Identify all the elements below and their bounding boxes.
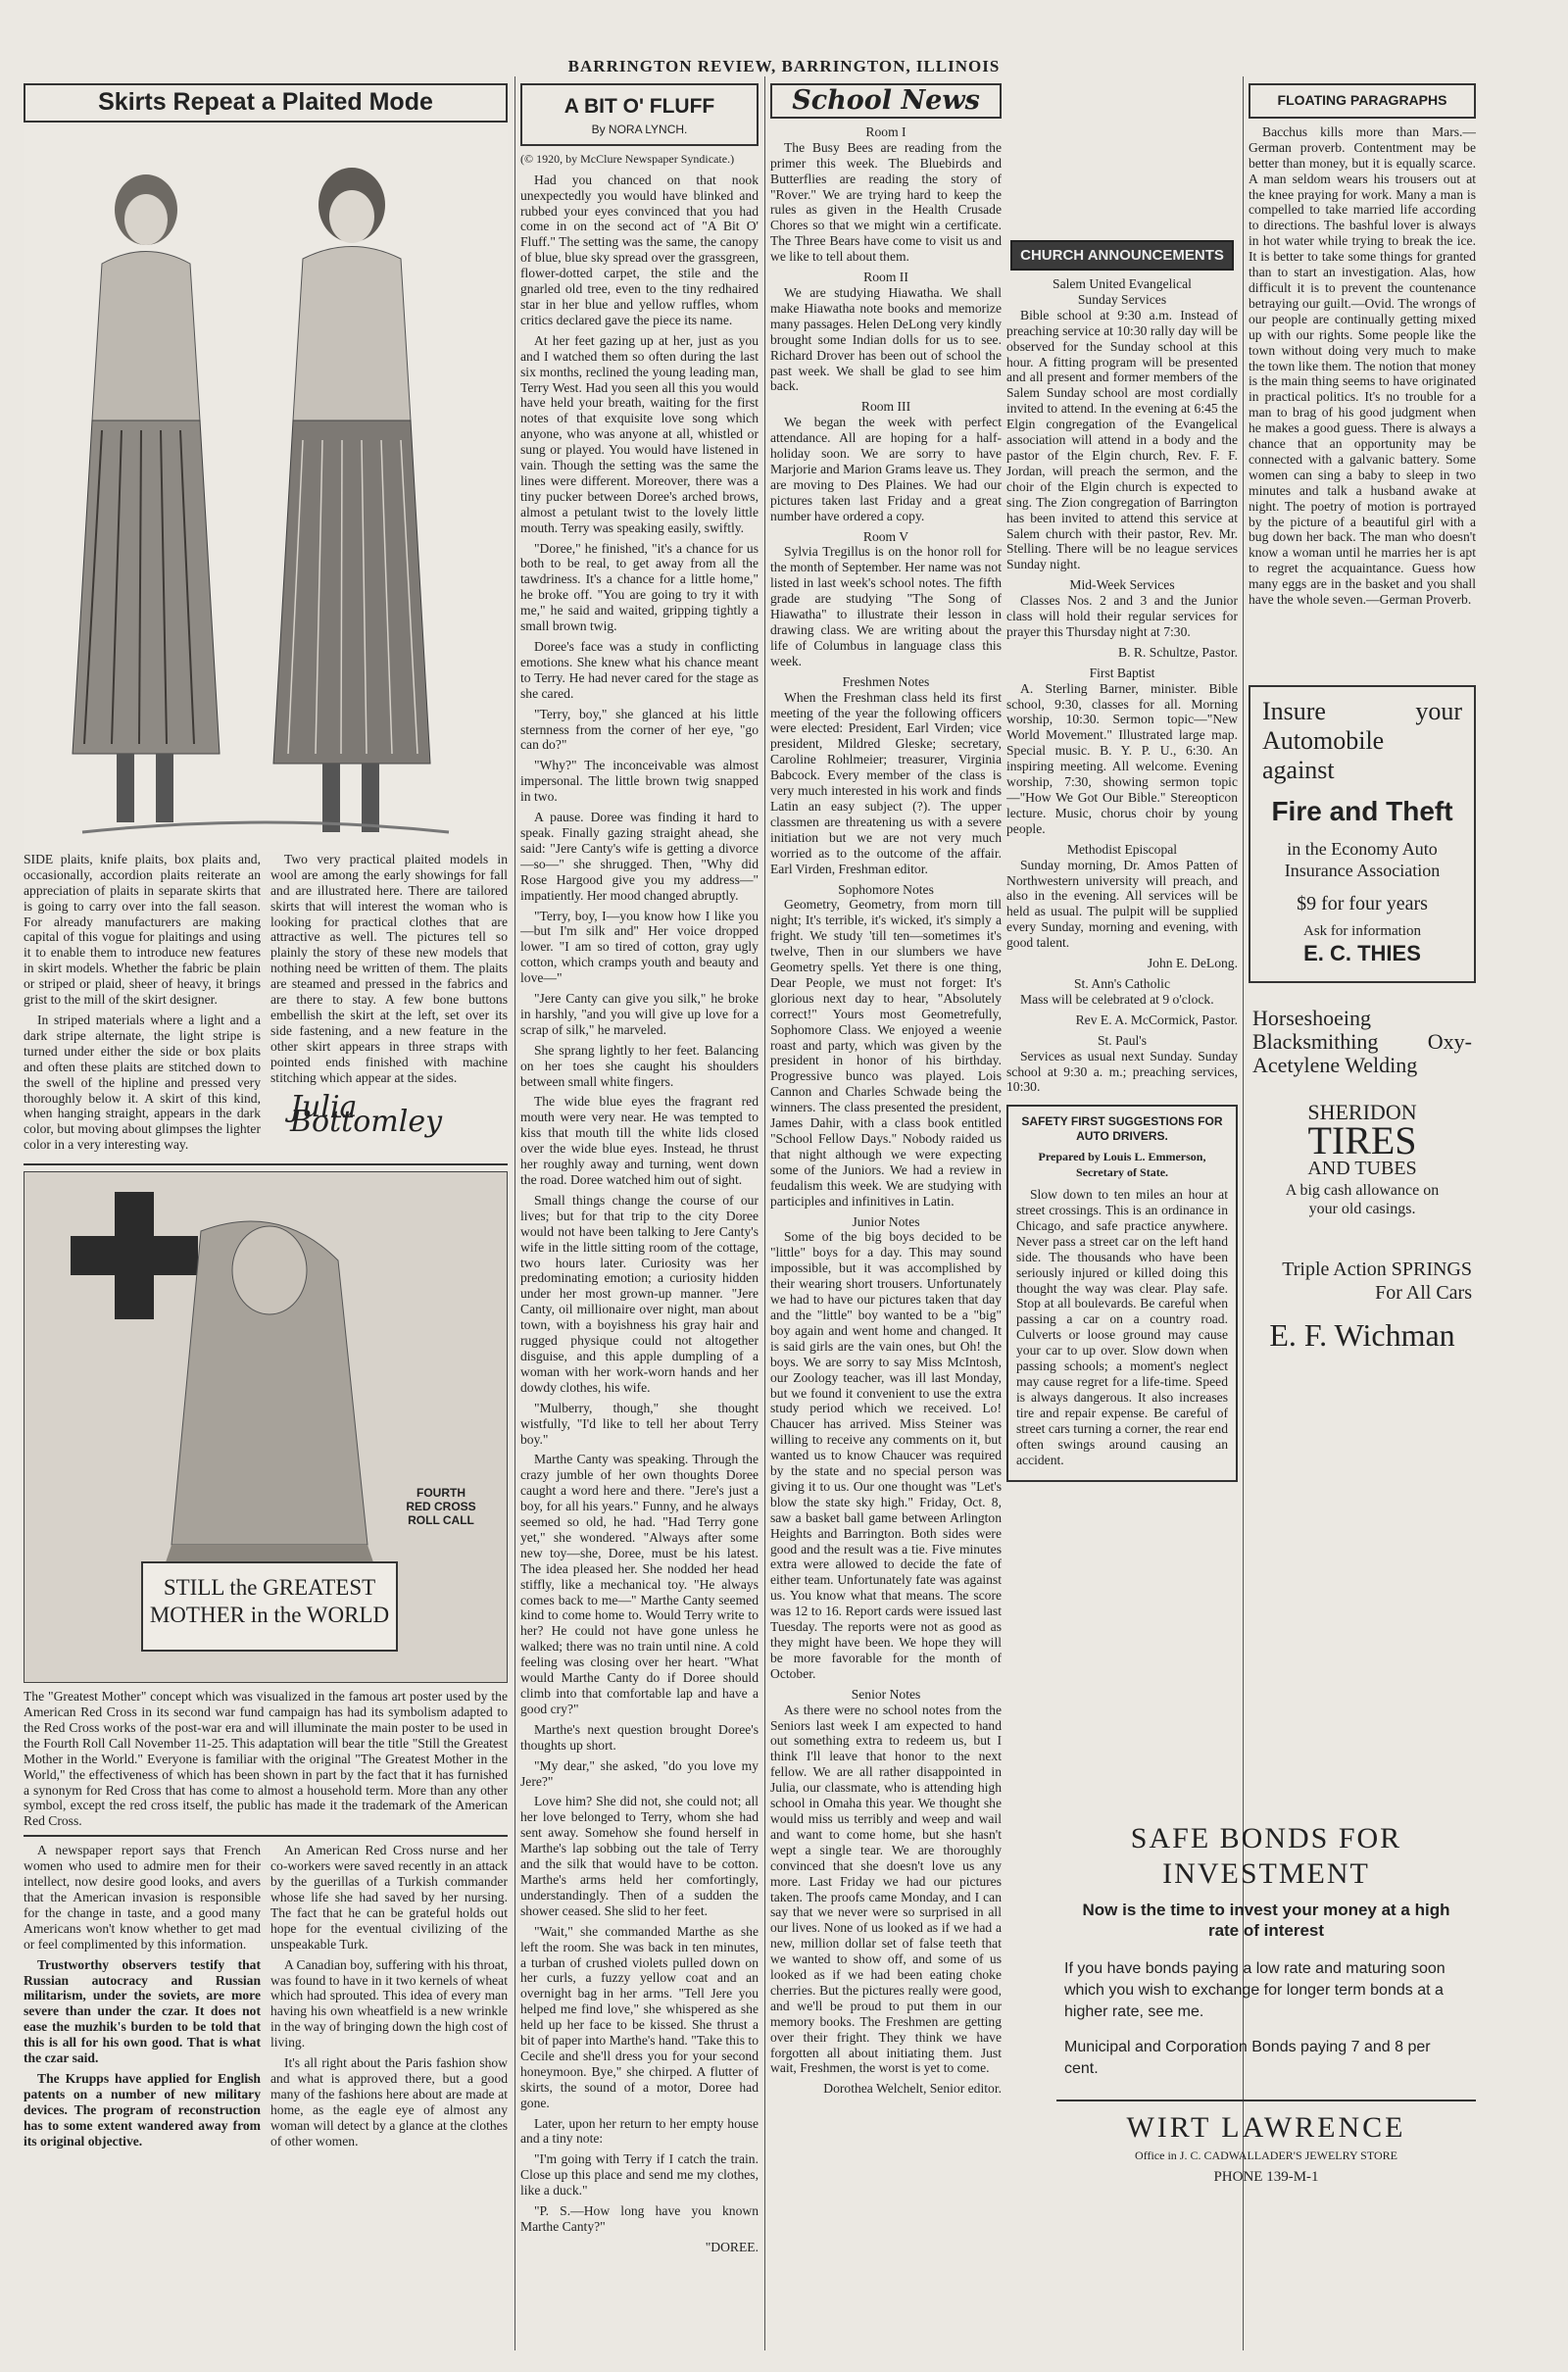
fluff-paragraph: Had you chanced on that nook unexpectedly you would have blinked and rubbed your eyes convinced that you had come in on the second act of "A Bit O' Fluff." The setting was the same, the canopy of blue, blue sky spread over the grassgreen, flower-dotted carpet, the stile and the gnarled old tree, even to the tiny redhaired star in her blue and yellow ruffles, whom critics declared gave the piece its name.: [520, 172, 759, 327]
stann-heading: St. Ann's Catholic: [1074, 975, 1170, 991]
brief-item: The Krupps have applied for English patents on a number of new military devices. The program of reconstruction has to some extent wandered away from its original objective.: [24, 2070, 261, 2149]
divider: [24, 1835, 508, 1837]
room1-heading: Room I: [865, 124, 906, 139]
stann-signature: Rev E. A. McCormick, Pastor.: [1075, 1012, 1238, 1027]
freshmen-heading: Freshmen Notes: [842, 673, 930, 689]
salem-subheading: Sunday Services: [1077, 291, 1167, 307]
church-column: [1006, 83, 1238, 1482]
poster-title: STILL the GREATEST MOTHER in the WORLD: [149, 1575, 390, 1628]
wichman-tubes: AND TUBES: [1307, 1157, 1417, 1179]
insurance-headline: Fire and Theft: [1271, 795, 1453, 826]
redcross-poster: [24, 1171, 508, 1683]
room5-heading: Room V: [862, 528, 909, 544]
fluff-column: [520, 83, 759, 2260]
bonds-phone: PHONE 139-M-1: [1213, 2169, 1319, 2185]
fluff-paragraph: Small things change the course of our lives; but for that trip to the city Doree would not have been talking to Jere Canty's wife in the little sitting room of the cottage, two hours later. Curiosity was her predominating emotion; a curiosity hidden under her most grown-up manner. "Jere Canty, oil millionaire over night, man about town, with a boyishness his gray hair and rugged physique could not altogether disguise, and this apple dumpling of a woman with her work-worn hands and her dowdy clothes, his wife.: [520, 1192, 759, 1395]
methodist-text: Sunday morning, Dr. Amos Patten of Northwestern university will preach, and also in the evening. All services will be held as usual. The pulpit will be supplied every Sunday, morning and evening, with good talent.: [1006, 857, 1238, 951]
senior-heading: Senior Notes: [851, 1686, 921, 1702]
fluff-title-box: [520, 83, 759, 146]
skirts-column-a: [24, 852, 261, 1158]
fluff-paragraph: "Terry, boy, I—you know how I like you—but I'm silk and" Her voice dropped lower. "I am so tired of cotton, gray ugly cotton, which cramps youth and beauty and love—": [520, 908, 759, 986]
redcross-text: The "Greatest Mother" concept which was visualized in the famous art poster used by the American Red Cross in its second war fund campaign has had its symbolism adapted to the Red Cross works of the post-war era and will illuminate the main poster to be used in the Fourth Roll Call November 11-25. This adaptation will bear the title "Still the Greatest Mother in the World." Everyone is familiar with the original "The Greatest Mother in the World," the effectiveness of which has been shown in part by the fact that it has furnished a synonym for Red Cross that has come to almost a household term. More than any other symbol, except the red cross itself, the public has made it the trademark of the American Red Cross.: [24, 1689, 508, 1829]
fluff-paragraph: Marthe's next question brought Doree's thoughts up short.: [520, 1721, 759, 1753]
fluff-story: [520, 173, 759, 2235]
brief-column-a: [24, 1843, 261, 2153]
room3-text: We began the week with perfect attendance. All are hoping for a half-holiday soon. We are sorry to have Marjorie and Marion Grams leave us. They are moving to Des Plaines. We had our pictures taken last Friday and a great number have ordered a copy.: [770, 415, 1002, 523]
wichman-ad: [1249, 997, 1476, 1477]
bonds-offer: If you have bonds paying a low rate and maturing soon which you wish to exchange for longer term bonds at a higher rate, see me.: [1064, 1960, 1446, 2020]
room2-text: We are studying Hiawatha. We shall make Hiawatha note books and memorize many passages. Helen DeLong very kindly brought some Indian dolls for us to see. Richard Drover has been out of school the past week. We shall be glad to see him back.: [770, 284, 1002, 394]
methodist-signature: John E. DeLong.: [1147, 956, 1238, 971]
room5-text: Sylvia Tregillus is on the honor roll for the month of September. Her name was not listed in last week's school notes. The fifth grade are studying "The Song of Hiawatha" to illustrate their lesson in drawing class. We are writing about the life of Columbus in language class this week.: [770, 544, 1002, 668]
stpaul-heading: St. Paul's: [1097, 1032, 1148, 1048]
salem-signature: B. R. Schultze, Pastor.: [1118, 644, 1238, 660]
skirts-paragraph: Two very practical plaited models in wool are among the early showings for fall and are illustrated here. There are tailored skirts that will interest the woman who is looking for practical clothes that are attractive as well. The pictures tell so plainly the story of these new models that nothing need be written of them. The plaits are steamed and pressed in the fabrics and are there to stay. A few bone buttons embellish the skirt at the left, set over its side fastening, and a new feature in the other skirt appears in three straps with pointed ends finished with machine stitching which appear at the sides.: [270, 851, 508, 1085]
wichman-allowance: A big cash allowance on your old casings.: [1285, 1181, 1440, 1217]
room3-heading: Room III: [860, 399, 911, 415]
wichman-name: E. F. Wichman: [1269, 1316, 1455, 1353]
fluff-byline: By NORA LYNCH.: [591, 122, 688, 136]
school-column: [770, 83, 1002, 2101]
room1-text: The Busy Bees are reading from the primer this week. The Bluebirds and Butterflies are reading the story of "Rover." We are trying hard to keep the rules as given in the Health Crusade Chores so that we might win a certificate. The Three Bears have come to visit us and we like to tell about them.: [770, 139, 1002, 265]
brief-item: A newspaper report says that French women who used to admire men for their intellect, now desire good looks, and avers that the American invasion is responsible for the change in taste, and a good many Americans won't know whether to get mad or feel complimented by this information.: [24, 1843, 261, 1952]
fluff-paragraph: "Terry, boy," she glanced at his little sternness from the corner of her eye, "go can do?": [520, 706, 759, 753]
fashion-figures-image: [24, 126, 508, 852]
insurance-price: $9 for four years: [1297, 892, 1428, 914]
page-header: BARRINGTON REVIEW, BARRINGTON, ILLINOIS: [567, 57, 1001, 75]
stann-text: Mass will be celebrated at 9 o'clock.: [1020, 991, 1214, 1007]
skirts-paragraph: SIDE plaits, knife plaits, box plaits and, occasionally, accordion plaits reiterate an appreciation of plaits in separate skirts that is going to carry over into the fall season. For already manufacturers are making capital of this vogue for plaitings and using it to enable them to introduce new features in skirt models. Whether the fabric be plain or striped or plaid, sheer of heavy, it brings grist to the mill of the skirt designer.: [24, 851, 261, 1008]
salem-heading: Salem United Evangelical: [1053, 276, 1192, 291]
left-section: [24, 83, 508, 2154]
sophomore-heading: Sophomore Notes: [838, 881, 934, 897]
skirts-column-b: [270, 852, 508, 1158]
insurance-ad: [1249, 685, 1476, 983]
poster-roll-call: [387, 1486, 495, 1527]
stpaul-text: Services as usual next Sunday. Sunday school at 9:30 a. m.; preaching services, 10:30.: [1006, 1048, 1238, 1095]
floating-title: FLOATING PARAGRAPHS: [1249, 83, 1476, 119]
junior-text: Some of the big boys decided to be "little" boys for a day. This may sound impossible, but it was accomplished by their wearing short trousers. Unfortunately we had to have our pictures taken that day and the "little" boy wanted to be a "big" boy again and went home and changed. It is said girls are the vain ones, but Oh! the boys. We are sorry to say Miss McIntosh, our Zoology teacher, was ill last Monday, but we found it convenient to use the extra study period which we received. Lo! Chaucer has arrived. Miss Steiner was willing to receive any comments on it, but wanted us to know Chaucer was required by the state and no special person was giving it to us. Our one thought was "Let's blow the state sky high." Friday, Oct. 8, saw a basket ball game between Arlington Heights and Barrington. Both sides were good and the result was a tie. Five minutes extra were allowed to decide the fate of either team. Unfortunately fate was against us. You know what that means. The score was 12 to 16. Report cards were issued last Tuesday. The reports were not as good as they might have been. We hope they will be more favorable for the month of October.: [770, 1229, 1002, 1681]
fluff-paragraph: Doree's face was a study in conflicting emotions. She knew what his chance meant to Terry. He had never cared for the stage as she cared.: [520, 639, 759, 701]
fluff-paragraph: "Why?" The inconceivable was almost impersonal. The little brown twig snapped in two.: [520, 758, 759, 805]
skirts-illustration: [24, 126, 508, 852]
fluff-paragraph: The wide blue eyes the fragrant red mouth were very near. He was tempted to kiss that mouth till the white lids closed over the wide blue eyes. Instead, he thrust her roughly away and turning, went down the road. Doree watched him out of sight.: [520, 1094, 759, 1187]
column-rule: [764, 76, 765, 2350]
bonds-rates: Municipal and Corporation Bonds paying 7 and 8 per cent.: [1064, 2039, 1431, 2077]
room2-heading: Room II: [863, 270, 908, 285]
divider: [24, 1163, 508, 1165]
fluff-signoff: "DOREE.: [705, 2239, 759, 2254]
fluff-paragraph: She sprang lightly to her feet. Balancing on her toes she caught his shoulders between small white fingers.: [520, 1042, 759, 1089]
fluff-paragraph: "I'm going with Terry if I catch the train. Close up this place and send me my clothes, like a duck.": [520, 2151, 759, 2199]
fluff-paragraph: "My dear," she asked, "do you love my Jere?": [520, 1757, 759, 1789]
brief-column-b: [270, 1843, 508, 2153]
baptist-heading: First Baptist: [1089, 665, 1155, 680]
fluff-copyright: (© 1920, by McClure Newspaper Syndicate.): [520, 151, 735, 166]
skirts-paragraph: In striped materials where a light and a dark stripe alternate, the light stripe is turned under either the side or box plaits and often these plaits are stitched down to the swell of the hipline and pressed very thoroughly below it. A skirt of this kind, when hanging straight, appears in the dark color, but moving about glimpses the lighter color in a very interesting way.: [24, 1012, 261, 1153]
wichman-services: Horseshoeing Blacksmithing Oxy-Acetylene Welding: [1252, 1005, 1472, 1077]
fluff-paragraph: Later, upon her return to her empty house and a tiny note:: [520, 2115, 759, 2147]
poster-caption: FOURTH: [416, 1486, 466, 1501]
fluff-paragraph: "Mulberry, though," she thought wistfully, "I'd like to tell her about Terry boy.": [520, 1400, 759, 1447]
insurance-association: in the Economy Auto Insurance Association: [1284, 838, 1441, 880]
bonds-subheadline: Now is the time to invest your money at a high rate of interest: [1082, 1901, 1450, 1940]
bonds-ad: [1056, 1821, 1476, 2282]
senior-text: As there were no school notes from the Seniors last week I am expected to hand out something extra to redeem us, but I think I'll leave that honor to the next fellow. We are all rather disappointed in Julia, our classmate, who is attending high school in Omaha this year. We thought she would miss us terribly and weep and wail and want to come home, but she hasn't wept a single tear. We are thoroughly convinced that she doesn't love us any more. Last Friday we had our pictures taken. The proofs came Monday, and I can say that we never were so surprised in all our lives. None of us looked as if we had a new, million dollar set of false teeth that we wanted to show off, and some of us looked as if we had been eating choke cherries. But the pictures really were good, and we'll be proud to put them in our memory books. The Freshmen are getting over their fright. They think we have forgotten all about initiating them. Just wait, Freshmen, the worst is yet to come.: [770, 1702, 1002, 2076]
floating-text: Bacchus kills more than Mars.—German proverb. Contentment may be better than money, but it is equally scarce. A man seldom wears his trousers out at the knee praying for work. Many a man is compelled to take married life according to directions. The bashful lover is always in hot water while trying to break the ice. It is better to take some things for granted than to start an investigation. Alas, how difficult it is to prevent the countenance betraying our guilt.—Ovid. The wrongs of our people are continually getting mixed up with our rights. Some people like the town without doing very much to make the town like them. The notion that money is the main thing seems to have originated in practical politics. It's no trouble for a man to brag of his good judgment when he makes a good guess. There is always a chance that an opportunity may be connected with a galvanic battery. Some women can sing a baby to sleep in two minutes and talk a husband awake at night. The poetry of motion is portrayed by the picture of a beautiful girl with a bug down her back. The man who doesn't know a woman until he marries her is apt to regret the acquaintance. Guess how many eggs are in the basket and you shall have the whole seven.—German Proverb.: [1249, 124, 1476, 608]
bonds-headline: SAFE BONDS FOR INVESTMENT: [1130, 1822, 1402, 1890]
fluff-paragraph: Marthe Canty was speaking. Through the crazy jumble of her own thoughts Doree caught a word here and there. "Jere's just a boy, for all his years." Funny, and he always seemed so old, he had. "Had Terry gone yet," she wondered. "Always after some new toy—she, Doree, must be his latest. The idea pleased her. She nodded her head stiffly, like a mechanical toy. "He always comes back to me—" Marthe Canty seemed kind to come home to. Would Terry write to her? He could not have gone unless he walked; there was no train until nine. A cold feeling was closing over her heart. "What would Marthe Canty do if Doree should climb into that comfortable lap and have a good cry?": [520, 1452, 759, 1716]
senior-editor: Dorothea Welchelt, Senior editor.: [823, 2081, 1002, 2097]
poster-caption: RED CROSS: [406, 1500, 476, 1514]
sophomore-text: Geometry, Geometry, from morn till night; It's terrible, it's wicked, it's simply a fright. We study 'till ten—sometimes it's twelve, Then in our slumbers we have Geometry spells. Yet there is one thing, Dear People, we must not forget: It's glorious next day to hear, "Absolutely correct!" Yours most Geometrefully, Sophomore Class. We enjoyed a weenie roast and party, which was given by the president in honor of his birthday. Progressive bunco was played. Lois Cannon and Charles Schwade being the winners. The class presented the president, James Dahir, with a class book entitled "School Fellow Days." Nobody raided us that night although we were expecting some of the Juniors. We had a review in feudalism this week. We are studying with participles and infinitives in Latin.: [770, 897, 1002, 1209]
fluff-title: A BIT O' FLUFF: [564, 95, 715, 118]
brief-item: It's all right about the Paris fashion show and what is approved there, but a good many of the fashions here about are made at home, as the eagle eye of almost any woman will detect by a glance at the clothes of other women.: [270, 2055, 508, 2149]
divider: [1056, 2100, 1476, 2101]
brief-item: An American Red Cross nurse and her co-workers were saved recently in an attack by the guerillas of a Turkish commander whose life she had saved by her nursing. The fact that he can be grateful holds out hope for the eventual civilizing of the unspeakable Turk.: [270, 1843, 508, 1952]
fluff-paragraph: A pause. Doree was finding it hard to speak. Finally gazing straight ahead, she said: "Jere Canty's wife is getting a divorce—so—" she shrugged. Then, "Why did Rose Hargood give you my address—" impatiently. Her mood changed abruptly.: [520, 810, 759, 903]
church-title-box: [1006, 240, 1238, 271]
fluff-paragraph: At her feet gazing up at her, just as you and I watched them so often during the last six months, reclined the young leading man, Terry West. Had you seen all this you would have held your breath, waiting for the first notes of that exquisite love song which anyone, who was anyone at all, whistled or sung or played. You would have listened in vain. Though the setting was the same the lines were different. Moreover, there was a tiny pucker between Doree's arched brows, almost a petulant twist to the lovely little mouth. Terry was speaking easily, swiftly.: [520, 332, 759, 535]
freshmen-text: When the Freshman class held its first meeting of the year the following officers were elected: President, Earl Virden; vice president, Mildred Gleske; secretary, Caroline Rohlmeier; treasurer, Virginia Babcock. Every member of the class is very much interested in his work and finds Latin an easy subject (?). The upper classmen are threatening us with a severe initiation but we are not very much worried as to the outcome of the affair. Earl Virden, Freshman editor.: [770, 689, 1002, 876]
fluff-paragraph: Love him? She did not, she could not; all her love belonged to Terry, whom she had sent away. Somehow she found herself in Marthe's lap sobbing out the tale of Terry and the silk that would have to be cotton. Marthe's arms held her comfortingly, understandingly. Then of a sudden the shower ceased. She slid to her feet.: [520, 1794, 759, 1918]
insurance-contact-label: Ask for information: [1303, 922, 1421, 939]
fluff-paragraph: "P. S.—How long have you known Marthe Canty?": [520, 2203, 759, 2234]
wichman-tires: TIRES: [1307, 1117, 1417, 1162]
fluff-paragraph: "Wait," she commanded Marthe as she left the room. She was back in ten minutes, a turban of crushed violets pulled down on her curls, a fuzzy yellow coat and an overnight bag in her arms. "Tell Jere you helped me find love," she whispered as she held up her face to be kissed. She thrust a bit of paper into Marthe's hand. "Take this to Cecile and she'll dress you for your second honeymoon. Bye," she chirped. A flutter of skirts, the sound of a motor, Doree had gone.: [520, 1923, 759, 2110]
midweek-text: Classes Nos. 2 and 3 and the Junior class will hold their regular services for prayer this Thursday night at 7:30.: [1006, 593, 1238, 639]
insurance-line: Insure your Automobile against: [1262, 696, 1462, 784]
column-rule: [514, 76, 515, 2350]
poster-caption: ROLL CALL: [408, 1513, 474, 1528]
wichman-brand: SHERIDON: [1307, 1099, 1417, 1124]
skirts-title: Skirts Repeat a Plaited Mode: [24, 83, 508, 123]
baptist-text: A. Sterling Barner, minister. Bible school, 9:30, classes for all. Morning worship, 10:30. Sermon topic—"New World Movement." Illustrated large map. Special music. B. Y. P. U., 6:30. An inspiring meeting. All welcome. Evening worship, 7:30, showing sermon topic—"How We Got Our Bible." Stereopticon lecture. Music, chorus choir by young people.: [1006, 680, 1238, 836]
junior-heading: Junior Notes: [852, 1213, 920, 1229]
fluff-paragraph: "Doree," he finished, "it's a chance for us both to be real, to get away from all the tawdriness. It's a chance for a little home," he broke off. "You are going to try it with me," he said and waited, gripping tightly a small brown twig.: [520, 540, 759, 634]
methodist-heading: Methodist Episcopal: [1066, 841, 1178, 857]
church-title: CHURCH ANNOUNCEMENTS: [1010, 240, 1234, 271]
fluff-paragraph: "Jere Canty can give you silk," he broke in harshly, "and you will give up love for a scrap of silk," he marveled.: [520, 991, 759, 1037]
brief-item: Trustworthy observers testify that Russian autocracy and Russian militarism, under the soviets, are more severe than under the czar. It does not ease the muzhik's burden to be told that this is all for his own good. That is what the czar said.: [24, 1956, 261, 2066]
school-title: School News: [770, 83, 1002, 119]
salem-text: Bible school at 9:30 a.m. Instead of preaching service at 10:30 rally day will be observed for the Sunday school at this hour. A fitting program will be presented and all present and former members of the Salem Sunday school are most cordially invited to attend. In the evening at 6:45 the Elgin congregation of the Evangelical association will attend in a body and the pastor of the Elgin church, Rev. F. F. Jordan, will preach the sermon, and the choir of the Elgin church is expected to sing. The Zion congregation of Barrington has been invited to attend this service at Salem church with their pastor, Rev. Mr. Stelling. There will be no league services Sunday night.: [1006, 307, 1238, 572]
safety-box: [1006, 1105, 1238, 1482]
bonds-office: Office in J. C. CADWALLADER'S JEWELRY STORE: [1135, 2149, 1397, 2162]
brief-item: A Canadian boy, suffering with his throat, was found to have in it two kernels of wheat which had sprouted. This idea of every man having his own wheatfield is a new wrinkle in the way of bringing down the high cost of living.: [270, 1956, 508, 2051]
safety-title: SAFETY FIRST SUGGESTIONS FOR AUTO DRIVERS.: [1021, 1114, 1223, 1144]
safety-byline: Prepared by Louis L. Emmerson, Secretary of State.: [1038, 1150, 1206, 1180]
skirts-signature: Julia Bottomley: [290, 1089, 443, 1140]
safety-text: Slow down to ten miles an hour at street crossings. This is an ordinance in Chicago, and safe practice anywhere. Never pass a street car on the left hand side. The thousands who have been seriously injured or killed doing this thought the way was clear. Play safe. Stop at all boulevards. Be careful when passing a car on a country road. Culverts or loose ground may cause your car to up over. Slow down when passing schools; a moment's neglect may cause regret for a life-time. Speed is always dangerous. It also increases tire and repair expense. Be careful of street cars turning a corner, the rear end often swings around causing an accident.: [1016, 1187, 1228, 1467]
bonds-name: WIRT LAWRENCE: [1126, 2111, 1406, 2144]
wichman-springs: Triple Action SPRINGS For All Cars: [1282, 1258, 1472, 1304]
floating-column: [1249, 83, 1476, 1477]
insurance-agent: E. C. THIES: [1303, 940, 1421, 965]
midweek-heading: Mid-Week Services: [1069, 577, 1175, 593]
